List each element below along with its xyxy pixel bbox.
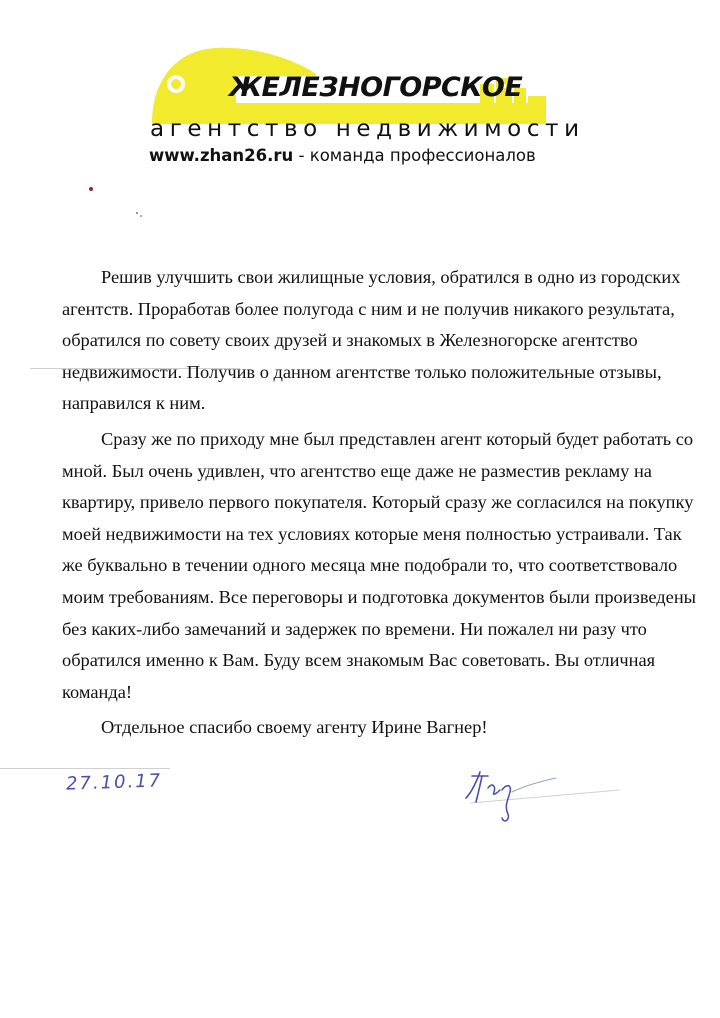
handwritten-signature-icon [458, 764, 558, 834]
scan-speck [140, 215, 142, 217]
letter-paragraph: Сразу же по приходу мне был представлен агент который будет работать со мной. Был очень удивлен, что агентство еще даже не разместив рекламу на квартиру, привело первого покупателя. Который сразу же согласился на покупку моей недвижимости на тех условиях которые меня полностью устраивали. Так же буквально в течении одного месяца мне подобрали то, что соответствовало моим требованиям. Все переговоры и подготовка документов были произведены без каких-либо замечаний и задержек по времени. Ни пожалел ни разу что обратился именно к Вам. Буду всем знакомым Вас советовать. Вы отличная команда! [62, 428, 697, 702]
agency-brand-name: ЖЕЛЕЗНОГОРСКОЕ [229, 72, 523, 103]
scan-speck [89, 187, 93, 191]
agency-website-url: www.zhan26.ru [149, 146, 294, 165]
agency-subtitle: агентство недвижимости [150, 116, 585, 142]
agency-tagline: - команда профессионалов [293, 146, 536, 165]
scan-speck [136, 212, 138, 214]
scan-artifact-line [0, 768, 170, 769]
letter-body [62, 262, 698, 748]
agency-website-line [149, 146, 536, 165]
handwritten-date: 27.10.17 [65, 770, 163, 795]
letter-paragraph: Отдельное спасибо своему агенту Ирине Вагнер! [101, 717, 488, 738]
letter-paragraph: Решив улучшить свои жилищные условия, обратился в одно из городских агентств. Проработав более полугода с ним и не получив никакого результата, обратился по совету своих друзей и знакомых в Железногорске агентство недвижимости. Получив о данном агентстве только положительные отзывы, направился к ним. [62, 267, 681, 414]
